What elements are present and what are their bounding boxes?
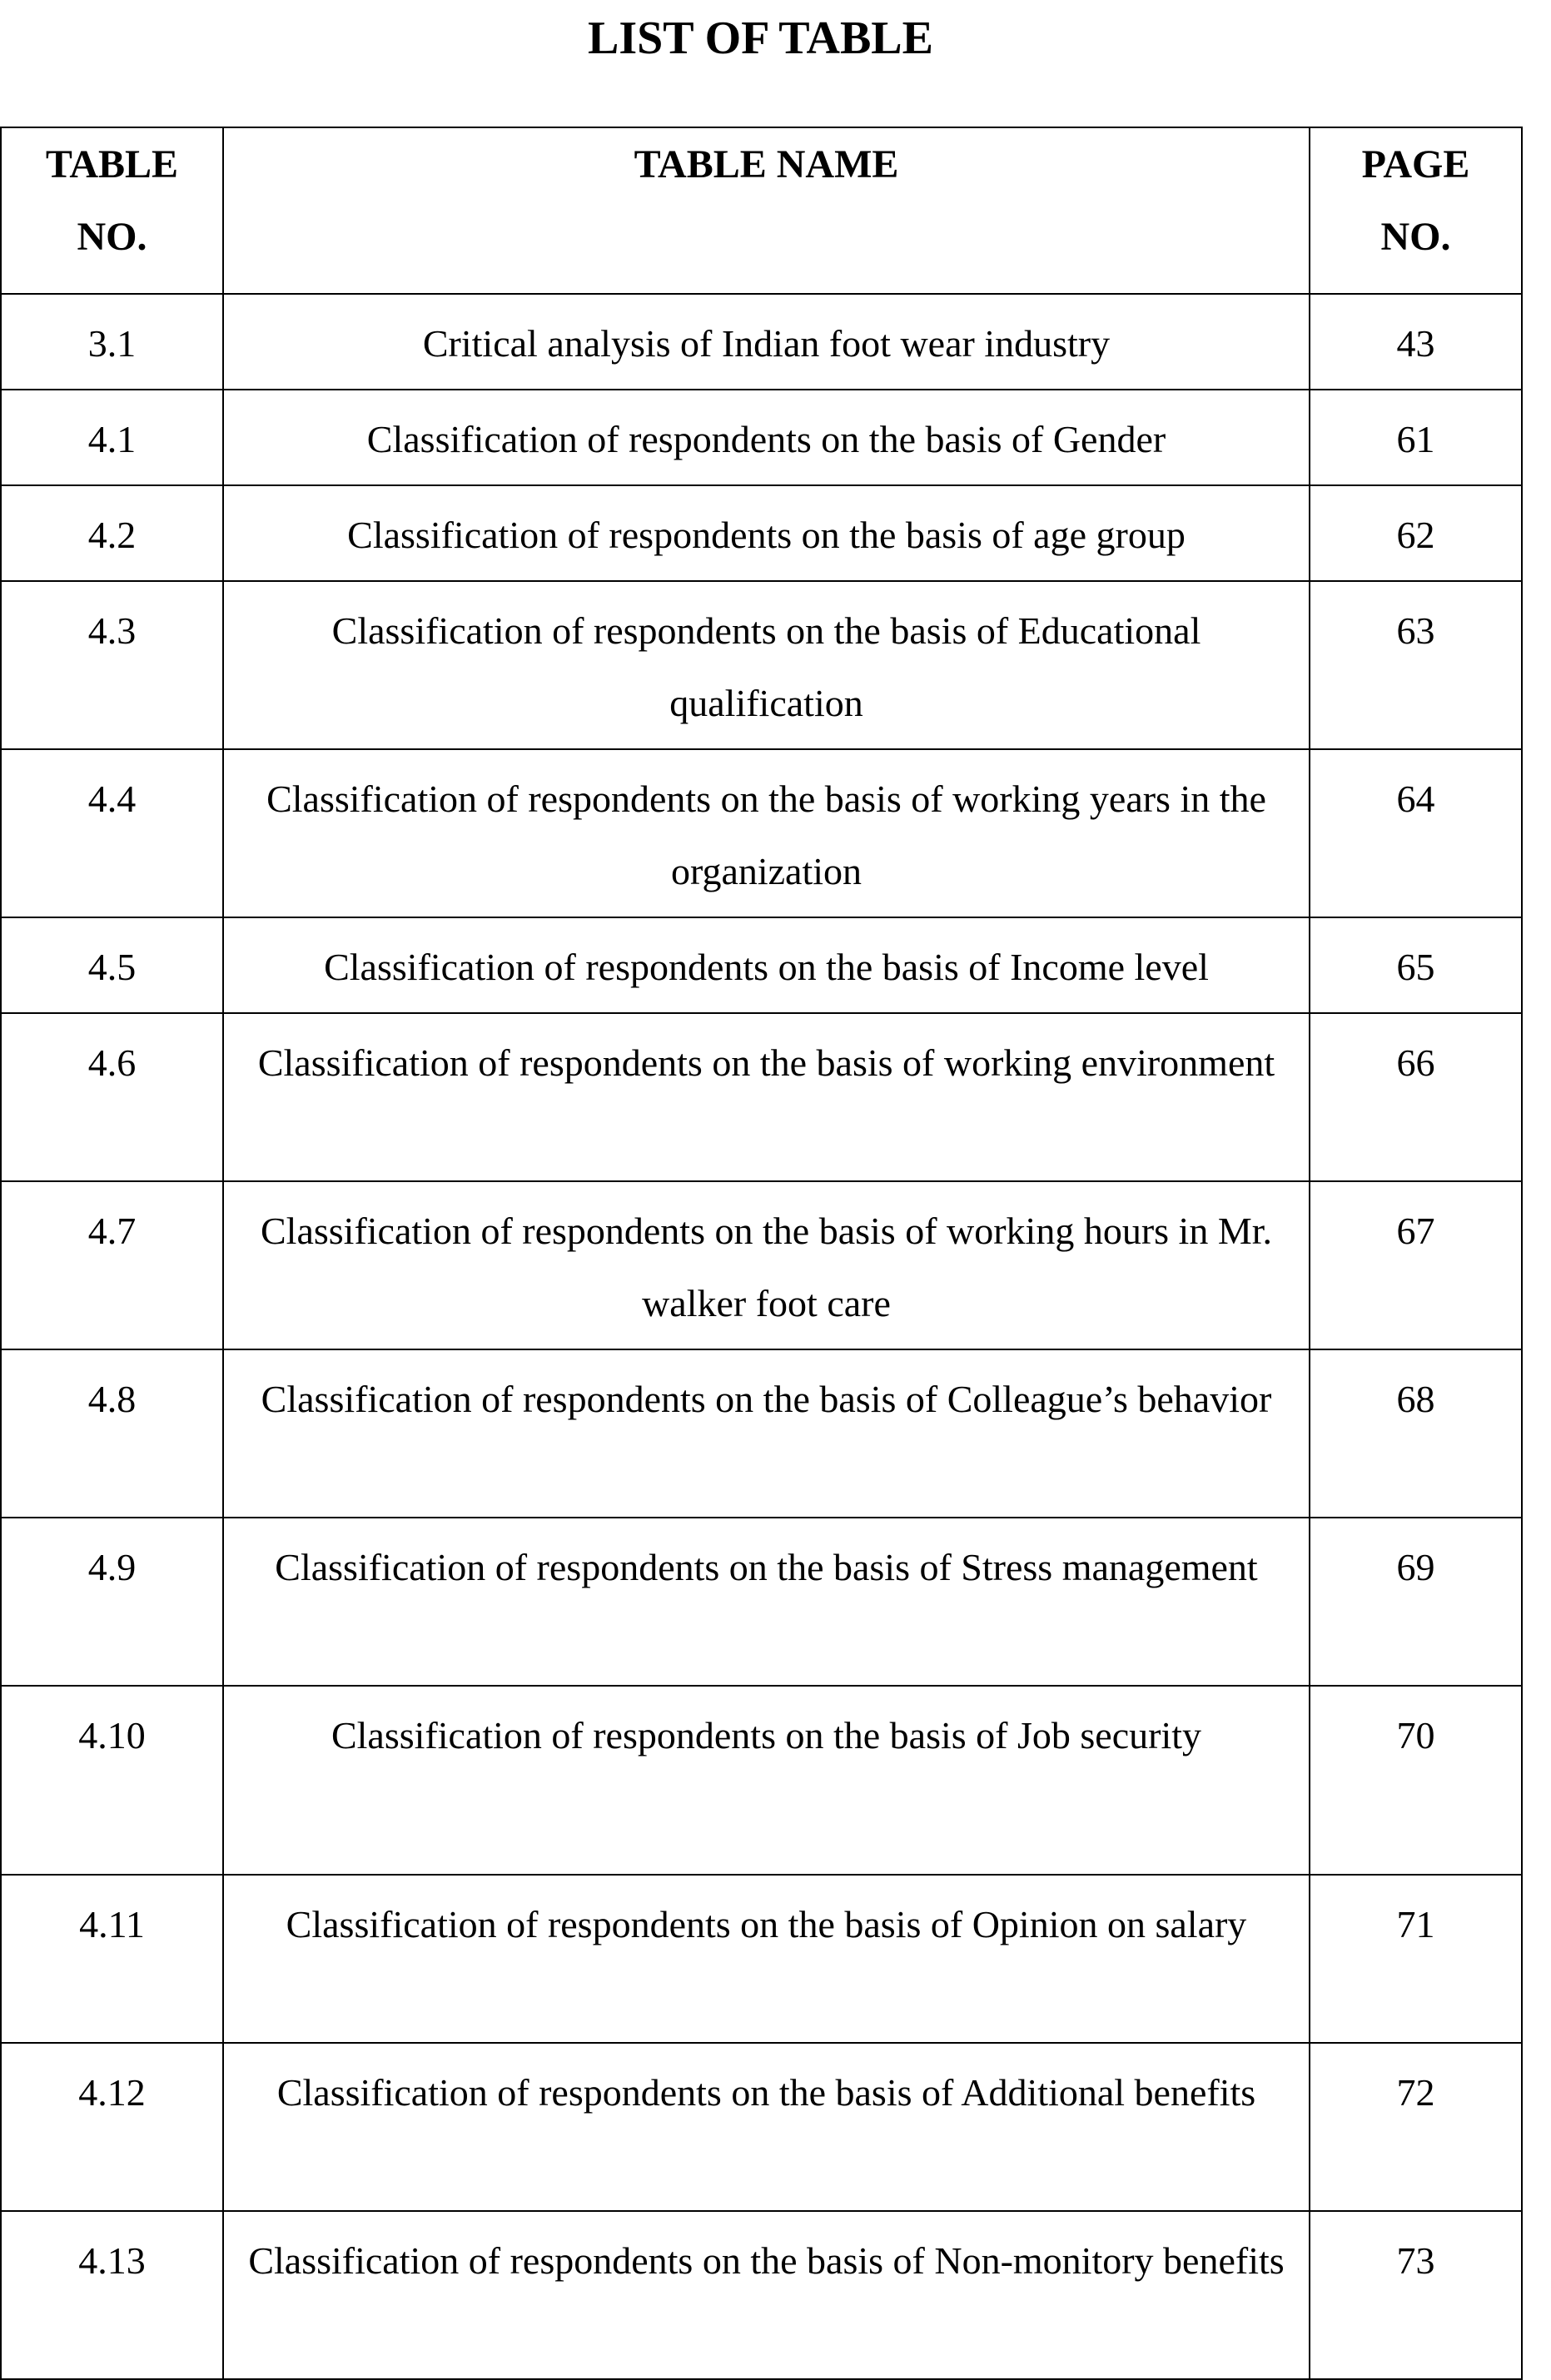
table-number-cell: 4.12 bbox=[1, 2043, 223, 2211]
page-number-cell: 62 bbox=[1310, 485, 1522, 581]
table-name-cell: Classification of respondents on the basis of Additional benefits bbox=[223, 2043, 1310, 2211]
table-header-row bbox=[1, 127, 1522, 294]
table-number-cell: 4.4 bbox=[1, 749, 223, 917]
table-number-cell: 4.13 bbox=[1, 2211, 223, 2379]
table-row bbox=[1, 581, 1522, 749]
table-name-cell: Classification of respondents on the basis of working years in the organization bbox=[223, 749, 1310, 917]
page-number-cell: 70 bbox=[1310, 1686, 1522, 1875]
table-row bbox=[1, 749, 1522, 917]
table-number-cell: 4.1 bbox=[1, 390, 223, 485]
table-row bbox=[1, 485, 1522, 581]
page-number-cell: 73 bbox=[1310, 2211, 1522, 2379]
list-of-tables bbox=[0, 127, 1523, 2380]
table-number-cell: 4.5 bbox=[1, 917, 223, 1013]
header-table-no-line2: NO. bbox=[77, 215, 147, 259]
header-table-name bbox=[223, 127, 1310, 294]
table-number-cell: 4.8 bbox=[1, 1349, 223, 1518]
page-number-cell: 63 bbox=[1310, 581, 1522, 749]
table-name-cell: Classification of respondents on the basis of working hours in Mr. walker foot care bbox=[223, 1181, 1310, 1349]
page-number-cell: 71 bbox=[1310, 1875, 1522, 2043]
table-number-cell: 3.1 bbox=[1, 294, 223, 390]
table-name-cell: Classification of respondents on the basis of Job security bbox=[223, 1686, 1310, 1875]
table-name-cell: Classification of respondents on the basis of Educational qualification bbox=[223, 581, 1310, 749]
page-number-cell: 65 bbox=[1310, 917, 1522, 1013]
page-number-cell: 72 bbox=[1310, 2043, 1522, 2211]
table-number-cell: 4.11 bbox=[1, 1875, 223, 2043]
page-number-cell: 43 bbox=[1310, 294, 1522, 390]
page-number-cell: 69 bbox=[1310, 1518, 1522, 1686]
table-row bbox=[1, 2211, 1522, 2379]
header-page-no-line2: NO. bbox=[1380, 215, 1451, 259]
table-number-cell: 4.2 bbox=[1, 485, 223, 581]
table-name-cell: Classification of respondents on the basis of Non-monitory benefits bbox=[223, 2211, 1310, 2379]
table-name-cell: Critical analysis of Indian foot wear industry bbox=[223, 294, 1310, 390]
table-row bbox=[1, 1181, 1522, 1349]
table-name-cell: Classification of respondents on the basis of age group bbox=[223, 485, 1310, 581]
table-row bbox=[1, 1349, 1522, 1518]
page-number-cell: 67 bbox=[1310, 1181, 1522, 1349]
header-page-no bbox=[1310, 127, 1522, 294]
table-row bbox=[1, 2043, 1522, 2211]
header-table-no-line1: TABLE bbox=[45, 142, 179, 186]
table-name-cell: Classification of respondents on the basis of working environment bbox=[223, 1013, 1310, 1181]
table-number-cell: 4.10 bbox=[1, 1686, 223, 1875]
page-number-cell: 64 bbox=[1310, 749, 1522, 917]
table-row bbox=[1, 1875, 1522, 2043]
table-row bbox=[1, 917, 1522, 1013]
page-number-cell: 68 bbox=[1310, 1349, 1522, 1518]
table-row bbox=[1, 390, 1522, 485]
table-number-cell: 4.6 bbox=[1, 1013, 223, 1181]
table-row bbox=[1, 294, 1522, 390]
page-number-cell: 66 bbox=[1310, 1013, 1522, 1181]
table-name-cell: Classification of respondents on the basis of Opinion on salary bbox=[223, 1875, 1310, 2043]
page-title: LIST OF TABLE bbox=[588, 12, 933, 64]
table-name-cell: Classification of respondents on the basis of Income level bbox=[223, 917, 1310, 1013]
table-name-cell: Classification of respondents on the basis of Gender bbox=[223, 390, 1310, 485]
table-number-cell: 4.3 bbox=[1, 581, 223, 749]
table-number-cell: 4.9 bbox=[1, 1518, 223, 1686]
table-name-cell: Classification of respondents on the basis of Colleague’s behavior bbox=[223, 1349, 1310, 1518]
table-row bbox=[1, 1013, 1522, 1181]
table-number-cell: 4.7 bbox=[1, 1181, 223, 1349]
table-row bbox=[1, 1686, 1522, 1875]
header-table-name-label: TABLE NAME bbox=[634, 142, 899, 186]
header-table-no bbox=[1, 127, 223, 294]
table-row bbox=[1, 1518, 1522, 1686]
page-number-cell: 61 bbox=[1310, 390, 1522, 485]
header-page-no-line1: PAGE bbox=[1361, 142, 1470, 186]
table-name-cell: Classification of respondents on the basis of Stress management bbox=[223, 1518, 1310, 1686]
